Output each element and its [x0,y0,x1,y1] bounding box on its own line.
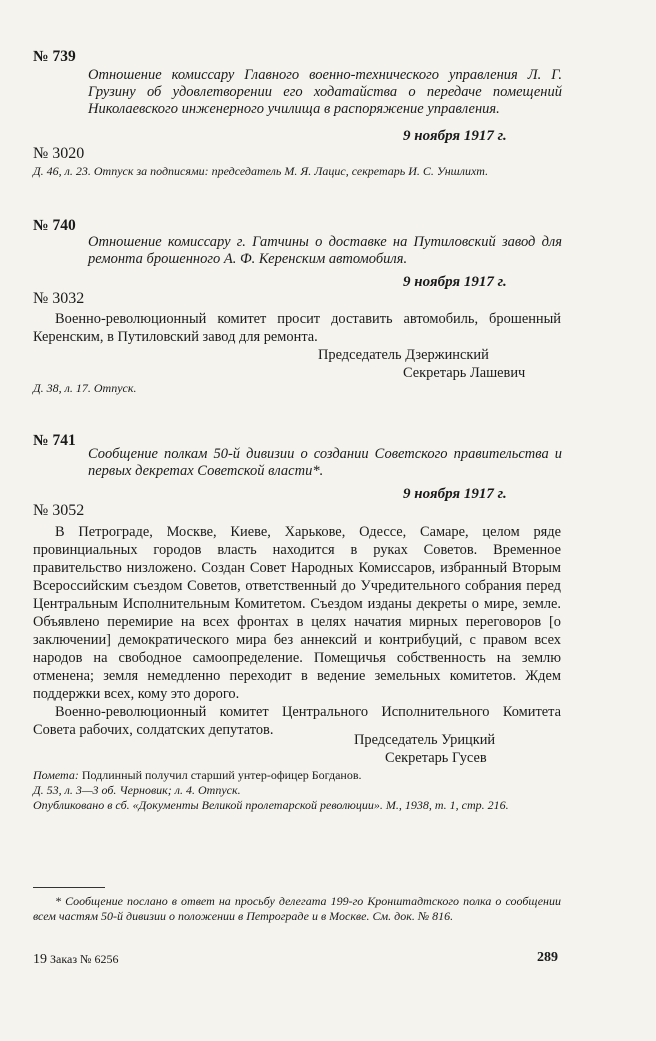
doc-741-sign-chair: Председатель Урицкий [354,732,496,748]
doc-741-body-paragraph-1: В Петрограде, Москве, Киеве, Харькове, Одессе, Самаре, целом ряде провинциальных городов власть находится в руках Советов. Временное правительство низложено. Создан Совет Народных Комиссаров, избранный Вторым Всероссийским съездом Советов, ответственный до Учредительного собрания перед Центральным Исполнительным Комитетом. Съездом изданы декреты о мире, земле. Объявлено перемирие на всех фронтах в целях начатия мирных переговоров [о заключении] демократического мира без аннексий и контрибуций, с правом всех народов на свободное самоопределение. Помещичья собственность на землю отменена; земля немедленно переходит в ведение земельных комитетов. Ждем поддержки всех, кому это дорого. [33,524,561,702]
doc-741-body [33,523,561,739]
doc-741-source-2: Опубликовано в сб. «Документы Великой пролетарской революции». М., 1938, т. 1, стр. 216. [33,798,509,812]
doc-739-source: Д. 46, л. 23. Отпуск за подписями: председатель М. Я. Лацис, секретарь И. С. Уншлихт. [33,164,489,178]
footnote-divider [33,887,105,888]
doc-739-title: Отношение комиссару Главного военно-технического управления Л. Г. Грузину об удовлетворении его ходатайства о передаче помещений Николаевского инженерного училища в распоряжение управления. [88,67,562,117]
footer-print-info [33,952,119,968]
doc-740-title: Отношение комиссару г. Гатчины о доставке на Путиловский завод для ремонта брошенного А. Ф. Керенским автомобиля. [88,234,562,267]
doc-741-source-1: Д. 53, л. 3—3 об. Черновик; л. 4. Отпуск. [33,783,241,797]
doc-741-reg-number: № 3052 [33,502,85,519]
doc-741-sign-secretary: Секретарь Гусев [385,750,487,766]
doc-741-number: № 741 [33,432,76,449]
doc-741-body-paragraph-2: Военно-революционный комитет Центрального Исполнительного Комитета Совета рабочих, солдатских депутатов. [33,704,561,738]
doc-741-note-label: Помета: [33,768,79,782]
doc-740-body-paragraph: Военно-революционный комитет просит доставить автомобиль, брошенный Керенским, в Путиловский завод для ремонта. [33,311,561,345]
doc-741-title: Сообщение полкам 50-й дивизии о создании Советского правительства и первых декретах Советской власти*. [88,446,562,479]
page-number: 289 [537,950,558,965]
doc-740-sign-secretary: Секретарь Лашевич [403,365,526,381]
footer-order: Заказ № 6256 [50,952,119,966]
footer-signature-mark: 19 [33,952,47,967]
doc-740-body [33,310,561,346]
doc-740-number: № 740 [33,217,76,234]
doc-739-number: № 739 [33,48,76,65]
doc-740-date: 9 ноября 1917 г. [403,274,507,290]
footnote: * Сообщение послано в ответ на просьбу делегата 199-го Кронштадтского полка о сообщении всем частям 50-й дивизии о положении в Петрограде и в Москве. См. док. № 816. [33,894,561,923]
doc-739-reg-number: № 3020 [33,145,85,162]
doc-739-date: 9 ноября 1917 г. [403,128,507,144]
doc-740-reg-number: № 3032 [33,290,85,307]
doc-740-sign-chair: Председатель Дзержинский [318,347,489,363]
doc-740-source: Д. 38, л. 17. Отпуск. [33,381,137,395]
doc-741-note-text: Подлинный получил старший унтер-офицер Богданов. [81,768,362,782]
doc-741-date: 9 ноября 1917 г. [403,486,507,502]
doc-741-note [33,768,561,783]
